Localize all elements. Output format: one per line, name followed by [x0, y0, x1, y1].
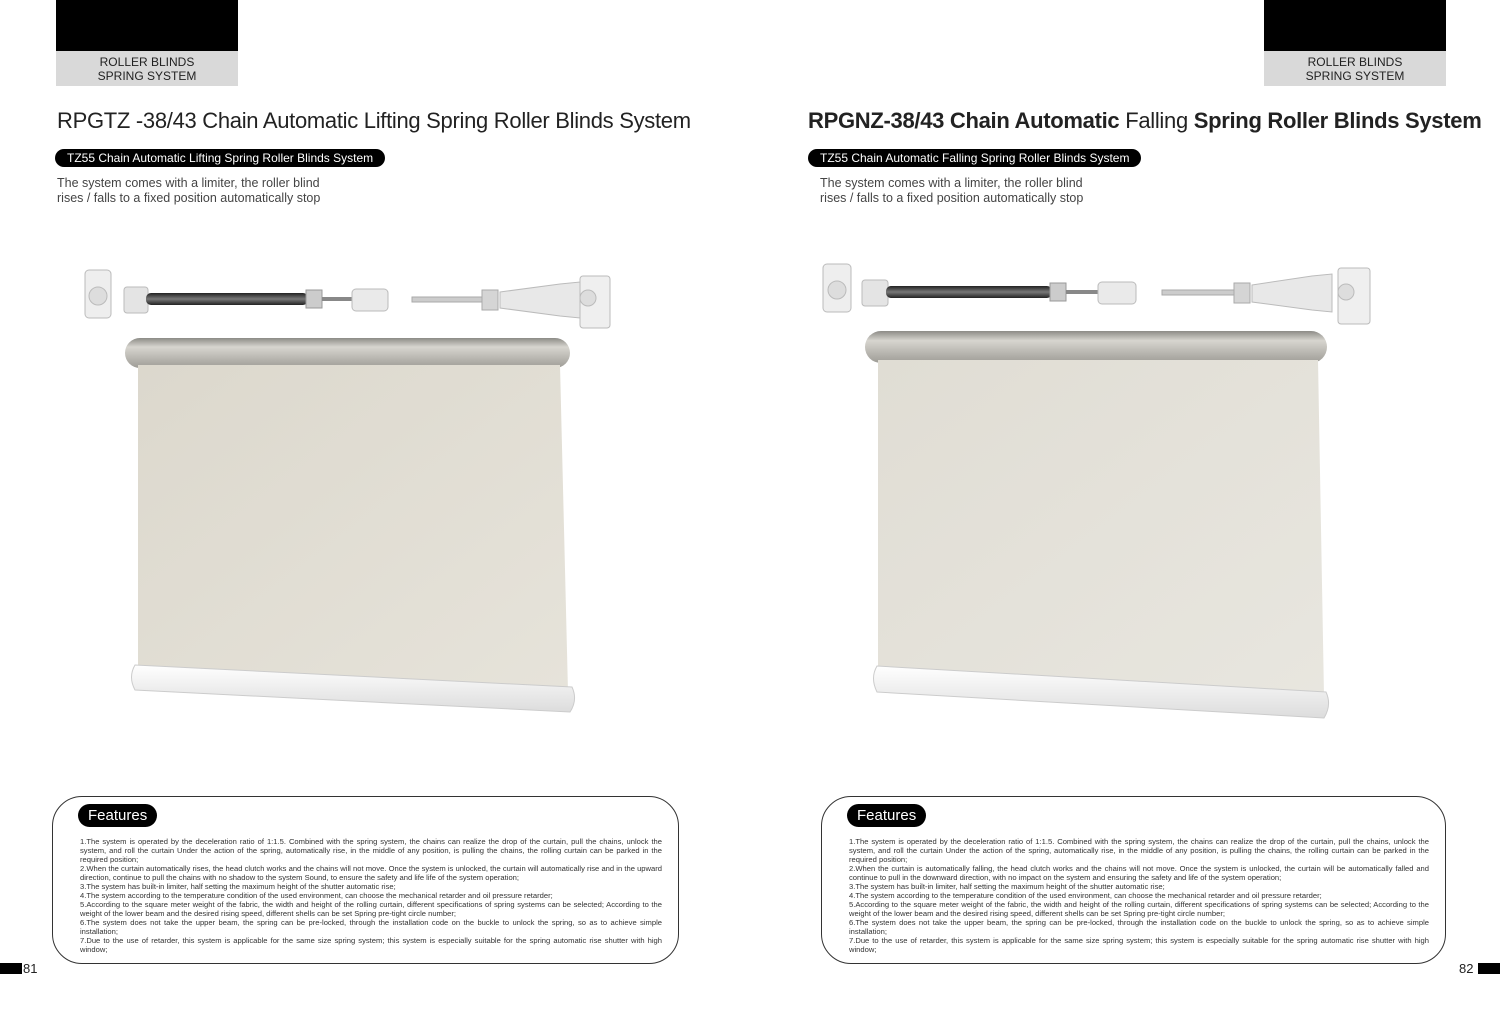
spring-shaft [322, 297, 352, 301]
feature-item: 7.Due to the use of retarder, this system is applicable for the same size spring system; this system is especially suitable for the spring automatic rise shutter with high window; [849, 936, 1429, 954]
page-number: 82 [1459, 961, 1474, 976]
page-number-bar [1478, 963, 1500, 974]
page-number: 81 [23, 961, 38, 976]
features-label: Features [78, 804, 157, 827]
feature-item: 6.The system does not take the upper beam, the spring can be pre-locked, through the installation code on the buckle to unlock the spring, so as to achieve simple installation; [80, 918, 662, 936]
category-tab-line1: ROLLER BLINDS [1307, 54, 1403, 69]
features-list [849, 837, 1429, 954]
spring-rod [886, 286, 1052, 298]
feature-item: 2.When the curtain automatically rises, the head clutch works and the chains will not move. Once the system is unlocked, the curtain will automatically rise and in the upward direction, continue to pull the chains with no shadow to the system Sound, to ensure the safety and life life of the system operation; [80, 864, 662, 882]
title-part: Spring Roller Blinds System [1187, 108, 1482, 133]
title-part: Falling [1125, 108, 1188, 133]
description [820, 176, 1120, 206]
features-box [821, 796, 1446, 964]
head-tube [865, 331, 1327, 363]
title-part: RPGNZ-38/43 Chain Automatic [808, 108, 1126, 133]
feature-item: 5.According to the square meter weight of the fabric, the width and height of the rolling curtain, different specifications of spring systems can be selected; According to the weight of the lower beam and the desired rising speed, different shells can be set Spring pre-tight circle number; [849, 900, 1429, 918]
feature-item: 3.The system has built-in limiter, half setting the maximum height of the shutter automatic rise; [80, 882, 396, 891]
page-number-bar [0, 963, 22, 974]
spring-shaft [1066, 290, 1098, 294]
blind-fabric [138, 365, 568, 692]
right-page [750, 0, 1500, 1017]
feature-item: 5.According to the square meter weight of the fabric, the width and height of the rolling curtain, different specifications of spring systems can be selected; According to the weight of the lower beam and the desired rising speed, different shells can be set Spring pre-tight circle number; [80, 900, 662, 918]
feature-item: 2.When the curtain is automatically falling, the head clutch works and the chains will not move. Once the system is unlocked, the curtain will be automatically falled and continue to pull in the downward direction, with no impact on the system and ensuring the safety and life of the system operation; [849, 864, 1429, 882]
description-line: rises / falls to a fixed position automatically stop [57, 191, 321, 205]
subtitle-pill: TZ55 Chain Automatic Falling Spring Roller Blinds System [808, 149, 1141, 167]
description-line: The system comes with a limiter, the roller blind [820, 176, 1083, 190]
category-tab-line2: SPRING SYSTEM [1305, 68, 1405, 83]
end-plug [352, 289, 388, 311]
feature-item: 1.The system is operated by the deceleration ratio of 1:1.5. Combined with the spring system, the chains can realize the drop of the curtain, pull the chains, unlock the system, and roll the curtain Under the action of the spring, automatically rise, in the middle of any position, is pulling the chains, the rolling curtain can be parked in the required position; [849, 837, 1429, 864]
category-tab-line1: ROLLER BLINDS [99, 54, 195, 69]
idler-nut [482, 290, 498, 310]
left-bracket [823, 264, 851, 312]
category-tab [1264, 0, 1446, 86]
feature-item: 4.The system according to the temperature condition of the used environment, can choose the mechanical retarder and oil pressure retarder; [849, 891, 1322, 900]
idler-end [1252, 274, 1332, 312]
page-title: RPGTZ -38/43 Chain Automatic Lifting Spring Roller Blinds System [57, 108, 691, 133]
idler-nut [1234, 283, 1250, 303]
features-list [80, 837, 662, 954]
category-tab-line2: SPRING SYSTEM [97, 68, 197, 83]
roller-blind-product-image [820, 258, 1380, 723]
category-tab [56, 0, 238, 86]
features-label: Features [847, 804, 926, 827]
description-line: The system comes with a limiter, the roller blind [57, 176, 320, 190]
page-title [808, 108, 1481, 134]
clutch-housing [124, 287, 148, 313]
feature-item: 6.The system does not take the upper beam, the spring can be pre-locked, through the installation code on the buckle to unlock the spring, so as to achieve simple installation; [849, 918, 1429, 936]
blind-fabric [878, 360, 1324, 696]
idler-end [500, 282, 580, 318]
right-bracket [1338, 268, 1370, 324]
feature-item: 7.Due to the use of retarder, this system is applicable for the same size spring system; this system is especially suitable for the spring automatic rise shutter with high window; [80, 936, 662, 954]
description-line: rises / falls to a fixed position automatically stop [820, 191, 1084, 205]
end-plug [1098, 282, 1136, 304]
head-tube [125, 338, 570, 368]
features-box [52, 796, 679, 964]
right-bracket [580, 276, 610, 328]
spring-nut [1050, 283, 1066, 301]
idler-shaft [1162, 290, 1240, 295]
spring-nut [306, 290, 322, 308]
feature-item: 4.The system according to the temperature condition of the used environment, can choose the mechanical retarder and oil pressure retarder; [80, 891, 553, 900]
left-bracket [85, 270, 111, 318]
roller-blind-product-image [80, 262, 620, 717]
description [57, 176, 357, 206]
feature-item: 3.The system has built-in limiter, half setting the maximum height of the shutter automatic rise; [849, 882, 1165, 891]
spring-rod [146, 293, 308, 305]
subtitle-pill: TZ55 Chain Automatic Lifting Spring Roller Blinds System [55, 149, 385, 167]
feature-item: 1.The system is operated by the deceleration ratio of 1:1.5. Combined with the spring system, the chains can realize the drop of the curtain, pull the chains, unlock the system, and roll the curtain Under the action of the spring, automatically rise, in the middle of any position, is pulling the chains, the rolling curtain can be parked in the required position; [80, 837, 662, 864]
idler-shaft [412, 297, 490, 302]
clutch-housing [862, 280, 888, 306]
